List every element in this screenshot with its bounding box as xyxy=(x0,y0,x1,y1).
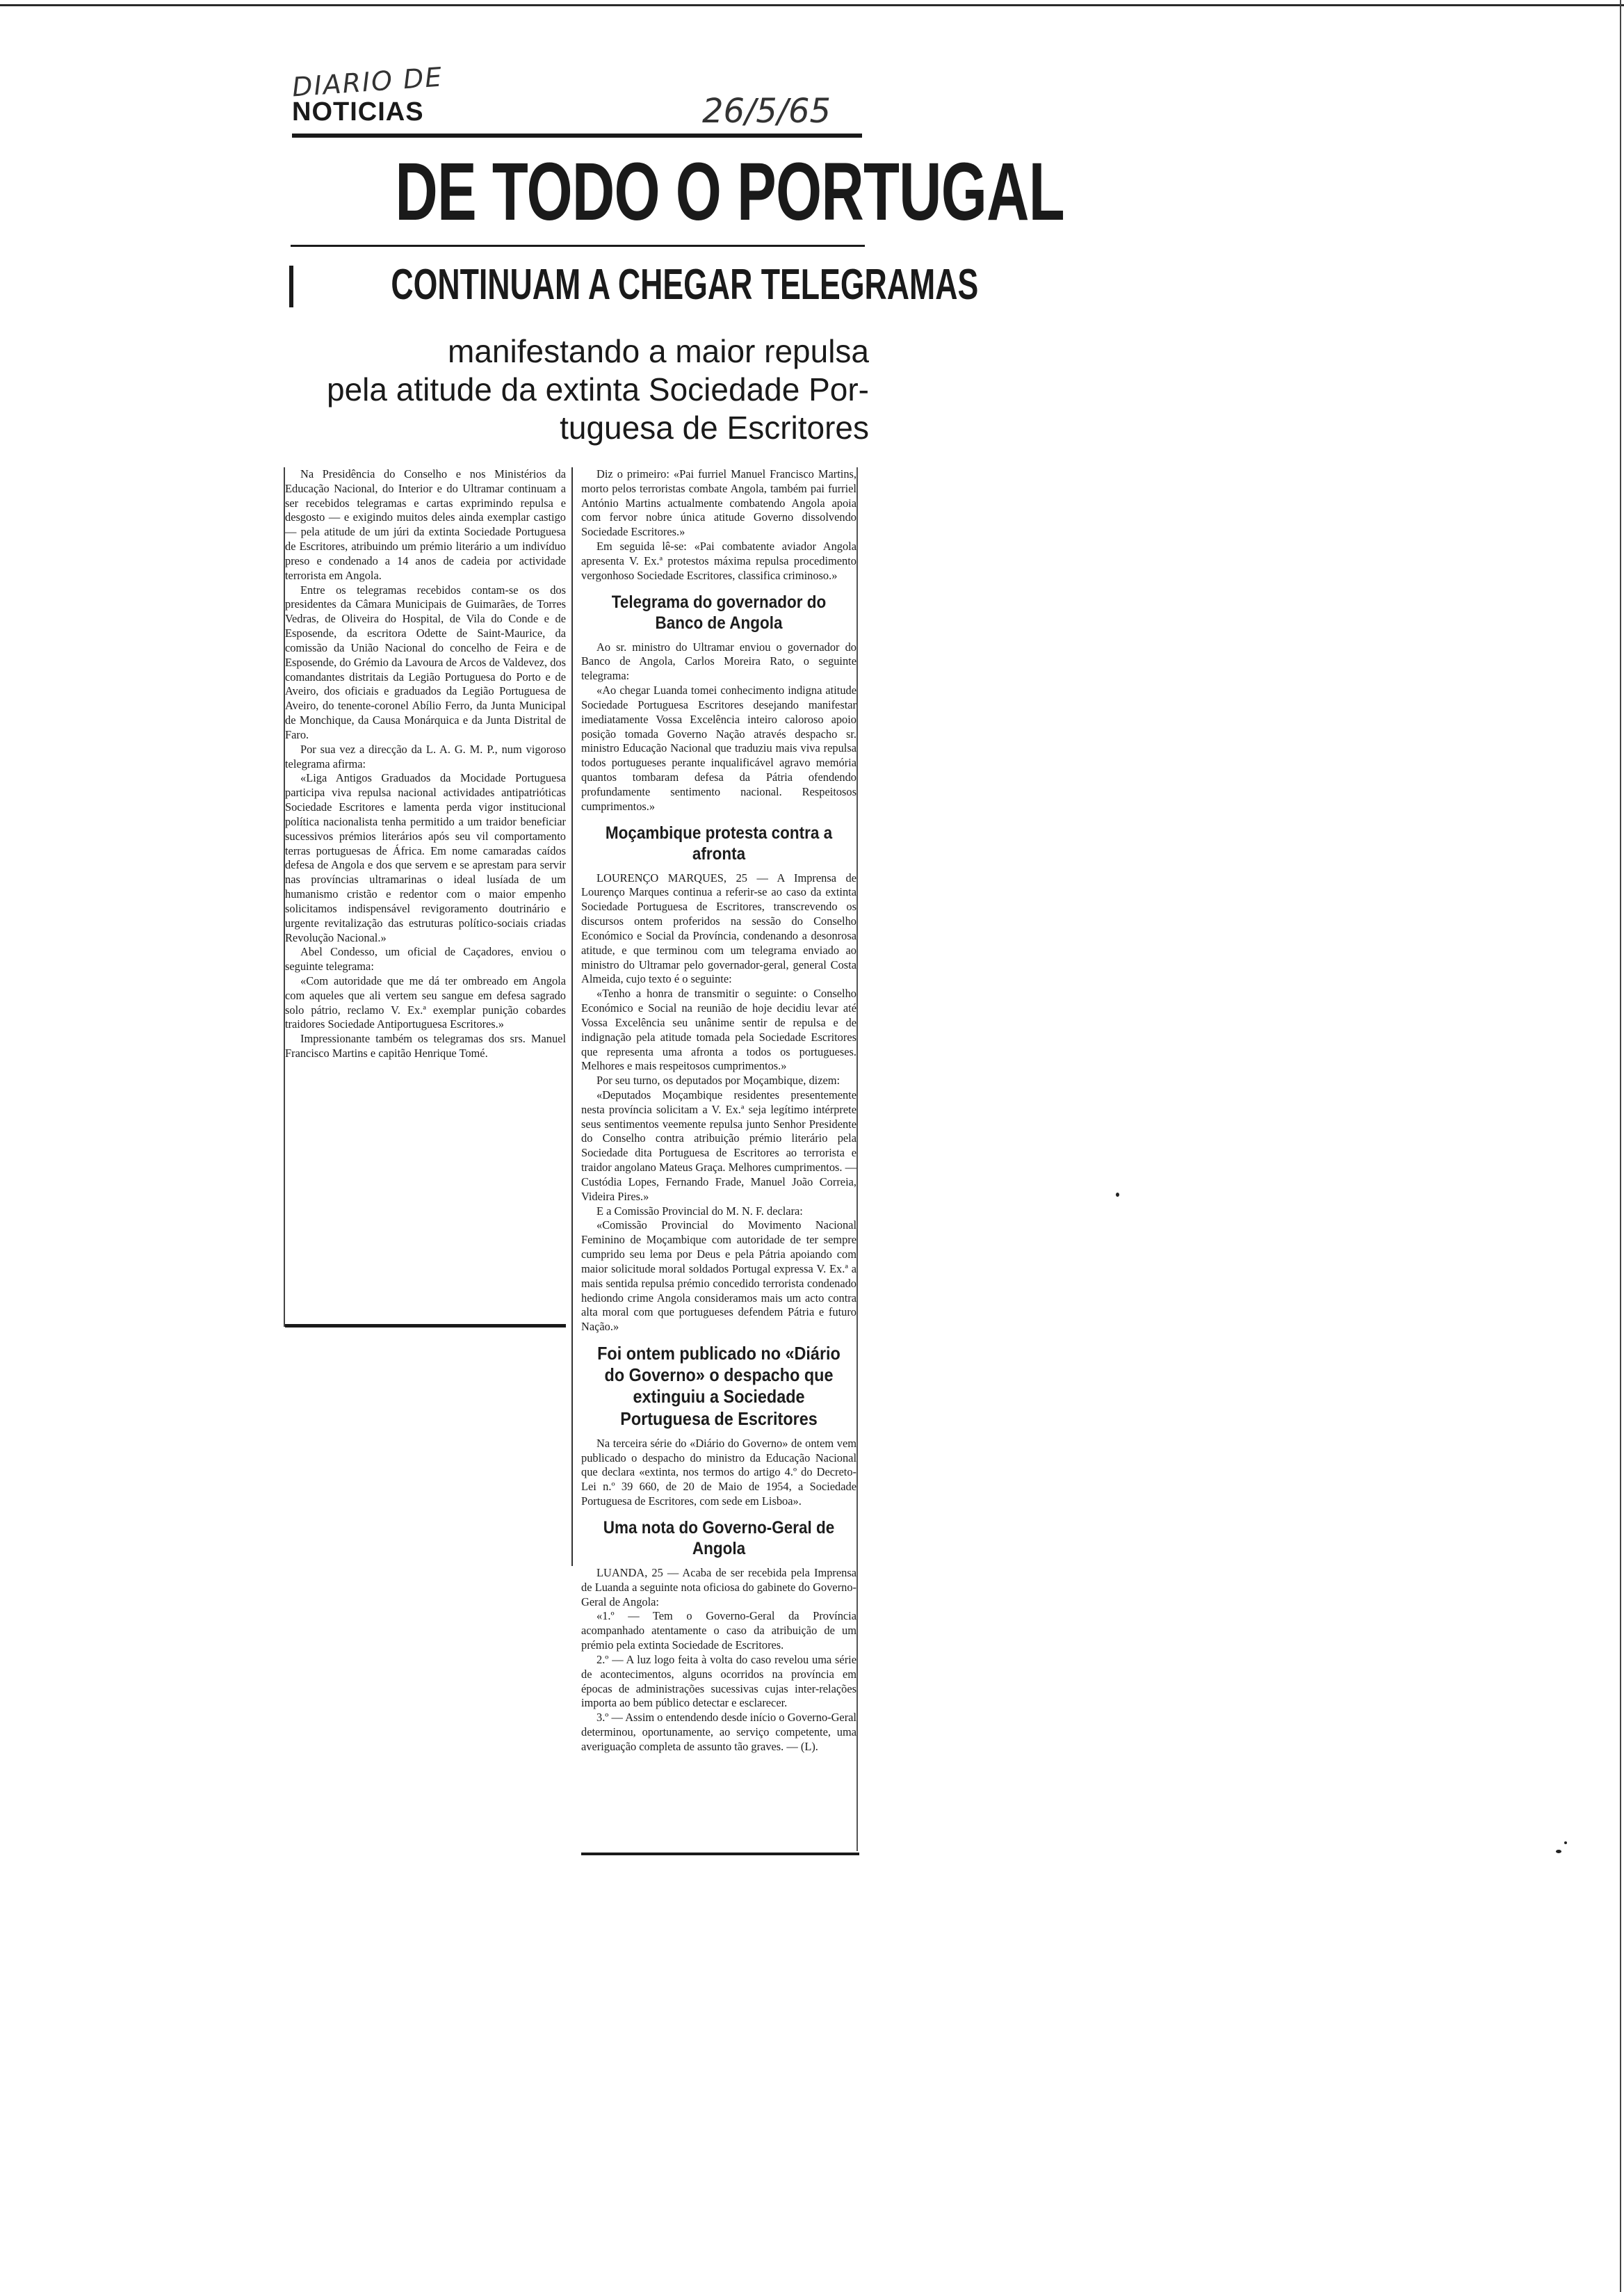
section-heading-banco-angola: Telegrama do governador do Banco de Angola xyxy=(611,592,827,633)
paragraph: Ao sr. ministro do Ultramar enviou o governador do Banco de Angola, Carlos Moreira Rato, o seguinte telegrama: xyxy=(581,640,856,683)
deck-line: tuguesa de Escritores xyxy=(560,410,869,446)
paragraph: Impressionante também os telegramas dos srs. Manuel Francisco Martins e capitão Henrique Tomé. xyxy=(285,1032,566,1060)
paragraph: LOURENÇO MARQUES, 25 — A Imprensa de Lourenço Marques continua a referir-se ao caso da extinta Sociedade Portuguesa de Escritores, transcrevendo os discursos ontem proferidos na sessão do Conselho Económico e Social da Província, condenando a desonrosa atitude, e que terminou com um telegrama enviado ao ministro do Ultramar pelo governador-geral, general Costa Almeida, cujo texto é o seguinte: xyxy=(581,871,856,986)
deck-line: manifestando a maior repulsa xyxy=(448,333,869,369)
section-heading-nota-angola: Uma nota do Governo-Geral de Angola xyxy=(603,1517,835,1558)
headline-rule xyxy=(291,245,865,247)
quote-paragraph: «1.º — Tem o Governo-Geral da Província acompanhado atentamente o caso da atribuição de um prémio pela extinta Sociedade de Escritores. xyxy=(581,1609,856,1652)
page-top-border xyxy=(0,4,1624,6)
subheadline: CONTINUAM A CHEGAR TELEGRAMAS xyxy=(391,261,979,309)
quote-paragraph: «Deputados Moçambique residentes presentemente nesta província solicitam a V. Ex.ª seja legítimo intérprete seus sentimentos veemente repulsa junto Senhor Presidente do Conselho contra atribuição prémio literário pela Sociedade dita Portuguesa de Escritores ao terrorista e traidor angolano Mateus Graça. Melhores cumprimentos. — Custódia Lopes, Fernando Frade, Manuel João Correia, Videira Pires.» xyxy=(581,1088,856,1203)
paragraph: Diz o primeiro: «Pai furriel Manuel Francisco Martins, morto pelos terroristas combate Angola, também pai furriel António Martins actualmente combatendo Angola apoia com fervor nobre única atitude Governo dissolvendo Sociedade Escritores.» xyxy=(581,467,856,539)
source-newspaper-name: NOTICIAS xyxy=(292,97,424,127)
paragraph: E a Comissão Provincial do M. N. F. declara: xyxy=(596,1204,803,1218)
scan-speck xyxy=(1116,1193,1119,1197)
masthead-rule xyxy=(292,134,862,138)
paragraph: LUANDA, 25 — Acaba de ser recebida pela Imprensa de Luanda a seguinte nota oficiosa do gabinete do Governo-Geral de Angola: xyxy=(581,1565,856,1608)
article-column-2 xyxy=(581,467,856,1754)
subheadline-bar xyxy=(289,266,293,307)
page-right-border xyxy=(1620,0,1621,2292)
paragraph: Por sua vez a direcção da L. A. G. M. P., num vigoroso telegrama afirma: xyxy=(285,742,566,770)
section-heading-mocambique: Moçambique protesta contra a afronta xyxy=(605,823,833,864)
paragraph: 3.º — Assim o entendendo desde início o Governo-Geral determinou, oportunamente, ao serviço competente, uma averiguação completa de assunto tão graves. — (L). xyxy=(581,1711,856,1753)
column-right-edge xyxy=(856,467,858,1851)
paragraph: Em seguida lê-se: «Pai combatente aviador Angola apresenta V. Ex.ª protestos máxima repulsa procedimento vergonhoso Sociedade Escritores, classifica criminoso.» xyxy=(581,540,856,582)
paragraph: Na terceira série do «Diário do Governo» de ontem vem publicado o despacho do ministro da Educação Nacional que declara «extinta, nos termos do artigo 4.º do Decreto-Lei n.º 39 660, de 20 de Maio de 1954, a Sociedade Portuguesa de Escritores, com sede em Lisboa». xyxy=(581,1436,856,1508)
column-1-end-rule xyxy=(285,1324,566,1327)
quote-paragraph: «Comissão Provincial do Movimento Nacional Feminino de Moçambique com autoridade de ter sempre cumprido seu lema por Deus e pela Pátria apoiando com maior solicitude moral soldados Portugal expressa V. Ex.ª a mais sentida repulsa prémio concedido terrorista condenado hediondo crime Angola consideramos mais um acto contra alta moral com que portugueses defendem Pátria e futuro Nação.» xyxy=(581,1218,856,1334)
scan-speck xyxy=(1556,1850,1561,1853)
quote-paragraph: «Liga Antigos Graduados da Mocidade Portuguesa participa viva repulsa nacional actividades antipatrióticas Sociedade Escritores e lamenta perda vigor institucional política nacionalista tenha permitido a um traidor beneficiar sucessivos prémios literários após seu vil comportamento terras portuguesas de África. Em nome camaradas caídos defesa de Angola e dos que servem e se aprestam para servir nas províncias ultramarinas o ideal lusíada de um humanismo cristão e redentor com o maior empenho solicitamos indispensável revigoramento doutrinário e urgente revitalização das estruturas político-sociais criadas Revolução Nacional.» xyxy=(285,771,566,944)
handwritten-date: 26/5/65 xyxy=(702,92,831,131)
section-heading-diario-governo: Foi ontem publicado no «Diário do Governo» o despacho que extinguiu a Sociedade Portuguesa de Escritores xyxy=(597,1343,841,1429)
quote-paragraph: «Ao chegar Luanda tomei conhecimento indigna atitude Sociedade Portuguesa Escritores desejando manifestar imediatamente Vossa Excelência inteiro caloroso apoio posição tomada Governo Nação através despacho sr. ministro Educação Nacional que traduziu mais viva repulsa todos portugueses perante inqualificável agravo memória quantos tombaram defesa da Pátria ofendendo profundamente sentimento nacional. Respeitosos cumprimentos.» xyxy=(581,684,856,813)
paragraph: 2.º — A luz logo feita à volta do caso revelou uma série de acontecimentos, alguns ocorridos na província em épocas de administrações sucessivas cujas inter-relações importa ao bem público detectar e esclarecer. xyxy=(581,1652,856,1710)
paragraph: Abel Condesso, um oficial de Caçadores, enviou o seguinte telegrama: xyxy=(285,945,566,974)
scan-speck xyxy=(1564,1841,1567,1844)
quote-paragraph: «Com autoridade que me dá ter ombreado em Angola com aqueles que ali vertem seu sangue em defesa sagrado solo pátrio, reclamo V. Ex.ª exemplar punição cobardes traidores Sociedade Antiportuguesa Escritores.» xyxy=(285,974,566,1031)
quote-paragraph: «Tenho a honra de transmitir o seguinte: o Conselho Económico e Social na reunião de hoje decidiu levar até Vossa Excelência seu unânime sentir de repulsa e de indignação pela atitude tomada pela Sociedade Escritores que representa uma afronta a todos os portugueses. Melhores e mais respeitosos cumprimentos.» xyxy=(581,987,856,1073)
column-2-end-rule xyxy=(581,1853,859,1855)
deck xyxy=(327,332,869,448)
paragraph: Por seu turno, os deputados por Moçambique, dizem: xyxy=(596,1074,841,1088)
deck-line: pela atitude da extinta Sociedade Por- xyxy=(327,371,869,408)
paragraph: Na Presidência do Conselho e nos Ministérios da Educação Nacional, do Interior e do Ultramar continuam a ser recebidos telegramas e cartas exprimindo repulsa e desgosto — e exigindo muitos deles ainda exemplar castigo — pela atitude de um júri da extinta Sociedade Portuguesa de Escritores, atribuindo um prémio literário a um indivíduo preso e condenado a 14 anos de cadeia por actividade terrorista em Angola. xyxy=(285,467,566,582)
article-column-1 xyxy=(285,467,566,1061)
paragraph: Entre os telegramas recebidos contam-se os dos presidentes da Câmara Municipais de Guimarães, de Torres Vedras, de Oliveira do Hospital, de Vila do Conde e de Esposende, da escritora Odette de Saint-Maurice, da comissão da União Nacional do concelho de Feira e de Esposende, do Grémio da Lavoura de Arcos de Valdevez, dos comandantes distritais da Legião Portuguesa do Porto e de Aveiro, dos oficiais e graduados da Legião Portuguesa de Aveiro, do tenente-coronel Abílio Ferro, da Junta Municipal de Monchique, da Causa Monárquica e da Junta Distrital de Faro. xyxy=(285,583,566,741)
headline: DE TODO O PORTUGAL xyxy=(395,146,1064,238)
column-divider xyxy=(571,467,573,1566)
source-handwritten-name: DIARIO DE xyxy=(291,61,444,103)
